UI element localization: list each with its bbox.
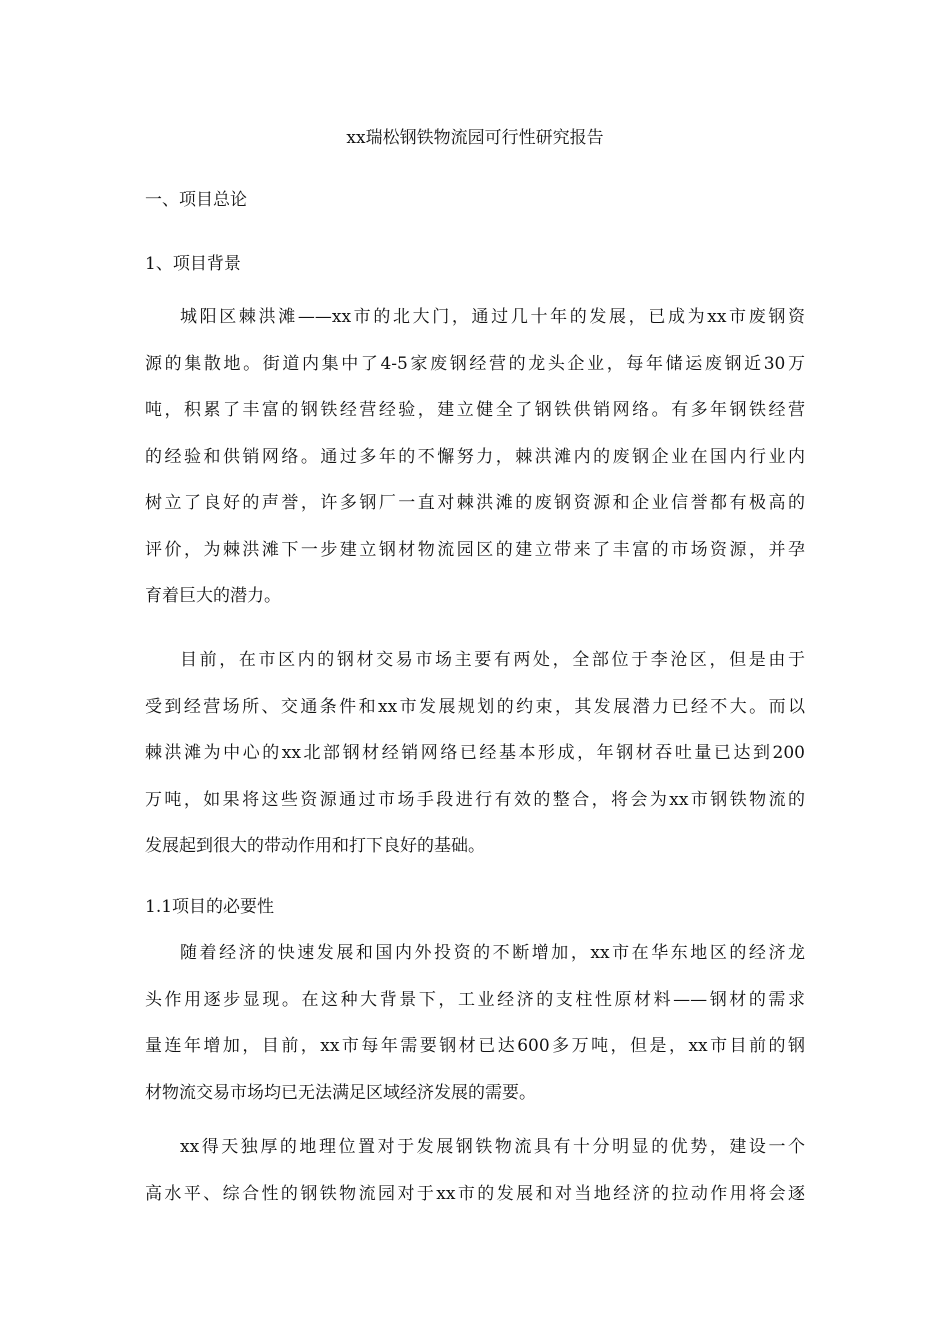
paragraph-necessity-1 [145, 938, 805, 1124]
paragraph-line: 吨，积累了丰富的钢铁经营经验，建立健全了钢铁供销网络。有多年钢铁经营 [145, 400, 805, 420]
paragraph-line: 高水平、综合性的钢铁物流园对于xx市的发展和对当地经济的拉动作用将会逐 [145, 1183, 805, 1204]
paragraph-line: 随着经济的快速发展和国内外投资的不断增加，xx市在华东地区的经济龙 [180, 943, 805, 963]
paragraph-line: 目前，在市区内的钢材交易市场主要有两处，全部位于李沧区，但是由于 [180, 650, 805, 670]
paragraph-line: 的经验和供销网络。通过多年的不懈努力，棘洪滩内的废钢企业在国内行业内 [145, 446, 805, 467]
paragraph-necessity-2 [145, 1132, 805, 1225]
subsubsection-heading: 1.1项目的必要性 [145, 897, 275, 917]
paragraph-line: 发展起到很大的带动作用和打下良好的基础。 [145, 836, 485, 856]
paragraph-line: 头作用逐步显现。在这种大背景下，工业经济的支柱性原材料——钢材的需求 [145, 989, 805, 1010]
paragraph-line: 树立了良好的声誉，许多钢厂一直对棘洪滩的废钢资源和企业信誉都有极高的 [145, 493, 805, 513]
paragraph-line: 万吨，如果将这些资源通过市场手段进行有效的整合，将会为xx市钢铁物流的 [145, 789, 805, 810]
subsection-heading: 1、项目背景 [145, 254, 241, 274]
paragraph-line: 量连年增加，目前，xx市每年需要钢材已达600多万吨，但是，xx市目前的钢 [145, 1036, 805, 1056]
paragraph-line: 棘洪滩为中心的xx北部钢材经销网络已经基本形成，年钢材吞吐量已达到200 [145, 743, 805, 763]
document-title: xx瑞松钢铁物流园可行性研究报告 [346, 128, 604, 148]
paragraph-line: 城阳区棘洪滩——xx市的北大门，通过几十年的发展，已成为xx市废钢资 [180, 307, 805, 327]
section-heading: 一、项目总论 [145, 190, 247, 210]
paragraph-line: 源的集散地。街道内集中了4-5家废钢经营的龙头企业，每年储运废钢近30万 [145, 353, 805, 374]
paragraph-line: 育着巨大的潜力。 [145, 586, 281, 606]
paragraph-background-1 [145, 302, 805, 628]
paragraph-line: 评价，为棘洪滩下一步建立钢材物流园区的建立带来了丰富的市场资源，并孕 [145, 539, 805, 560]
paragraph-background-2 [145, 645, 805, 878]
paragraph-line: xx得天独厚的地理位置对于发展钢铁物流具有十分明显的优势，建设一个 [180, 1137, 805, 1157]
paragraph-line: 受到经营场所、交通条件和xx市发展规划的约束，其发展潜力已经不大。而以 [145, 696, 805, 717]
paragraph-line: 材物流交易市场均已无法满足区域经济发展的需要。 [145, 1082, 536, 1103]
